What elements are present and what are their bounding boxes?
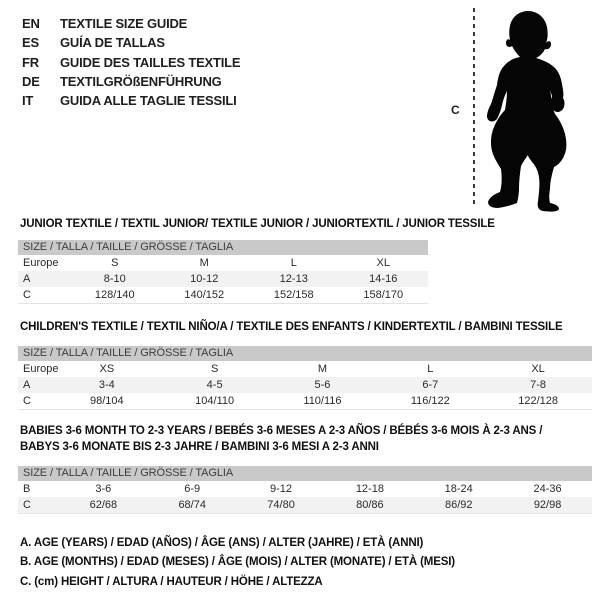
table-row-height bbox=[18, 287, 428, 303]
age-cell: 4-5 bbox=[206, 379, 223, 391]
age-cell: 7-8 bbox=[530, 379, 547, 391]
row-label: B bbox=[23, 483, 31, 495]
size-cell: S bbox=[111, 257, 119, 269]
row-label: Europe bbox=[23, 363, 59, 375]
size-cell: L bbox=[290, 257, 297, 269]
size-cell: L bbox=[427, 363, 434, 375]
age-cell: 9-12 bbox=[270, 483, 293, 495]
babies-title-line2: BABYS 3-6 MONATE BIS 2-3 JAHRE / BAMBINI 3-6 MESI A 2-3 ANNI bbox=[20, 441, 379, 453]
size-cell: XL bbox=[531, 363, 545, 375]
guide-title-de: TEXTILGRÖßENFÜHRUNG bbox=[60, 73, 222, 89]
height-measure-label: C bbox=[451, 103, 460, 117]
size-cell: M bbox=[199, 257, 209, 269]
age-cell: 24-36 bbox=[533, 483, 562, 495]
height-cell: 80/86 bbox=[356, 499, 384, 511]
row-label: A bbox=[23, 379, 31, 391]
table-row-age bbox=[18, 271, 428, 287]
age-cell: 5-6 bbox=[314, 379, 331, 391]
size-header-bar: SIZE / TALLA / TAILLE / GRÖSSE / TAGLIA bbox=[18, 346, 592, 361]
language-row-de bbox=[22, 72, 240, 91]
age-cell: 14-16 bbox=[369, 273, 398, 285]
table-row-age-months bbox=[18, 481, 592, 497]
height-cell: 98/104 bbox=[89, 395, 124, 407]
language-code: ES bbox=[22, 35, 39, 51]
language-row-en bbox=[22, 14, 240, 33]
row-label: A bbox=[23, 273, 31, 285]
age-cell: 12-18 bbox=[355, 483, 384, 495]
age-cell: 6-9 bbox=[184, 483, 201, 495]
babies-size-table bbox=[18, 466, 592, 514]
height-cell: 62/68 bbox=[89, 499, 118, 511]
row-label: C bbox=[23, 499, 31, 511]
language-code: DE bbox=[22, 73, 40, 89]
footnote-age-months: B. AGE (MONTHS) / EDAD (MESES) / ÂGE (MOIS) / ALTER (MONATE) / ETÀ (MESI) bbox=[20, 556, 455, 569]
height-cell: 110/116 bbox=[303, 395, 342, 407]
language-row-fr bbox=[22, 53, 240, 72]
height-cell: 140/152 bbox=[184, 289, 225, 301]
height-cell: 74/80 bbox=[267, 499, 295, 511]
guide-title-es: GUÍA DE TALLAS bbox=[60, 35, 165, 51]
size-header-bar: SIZE / TALLA / TAILLE / GRÖSSE / TAGLIA bbox=[18, 240, 428, 255]
children-size-table bbox=[18, 346, 592, 410]
table-row-height bbox=[18, 393, 592, 409]
language-code: IT bbox=[22, 93, 34, 109]
height-cell: 158/170 bbox=[363, 289, 404, 301]
guide-title-fr: GUIDE DES TAILLES TEXTILE bbox=[60, 54, 241, 70]
height-cell: 104/110 bbox=[195, 395, 235, 407]
row-label: Europe bbox=[23, 257, 59, 269]
table-row-age bbox=[18, 377, 592, 393]
height-cell: 92/98 bbox=[533, 499, 562, 511]
height-cell: 122/128 bbox=[518, 395, 558, 407]
age-cell: 10-12 bbox=[190, 273, 219, 285]
height-cell: 68/74 bbox=[178, 499, 206, 511]
language-row-es bbox=[22, 33, 240, 52]
language-code: EN bbox=[22, 16, 40, 31]
size-header-bar: SIZE / TALLA / TAILLE / GRÖSSE / TAGLIA bbox=[18, 466, 592, 481]
age-cell: 6-7 bbox=[422, 379, 439, 391]
toddler-silhouette-icon bbox=[480, 0, 600, 215]
children-section-title: CHILDREN'S TEXTILE / TEXTIL NIÑO/A / TEXTILE DES ENFANTS / KINDERTEXTIL / BAMBINI TESSILE bbox=[20, 321, 563, 333]
height-cell: 152/158 bbox=[273, 289, 314, 301]
language-title-list bbox=[22, 14, 240, 110]
language-code: FR bbox=[22, 54, 39, 70]
size-cell: S bbox=[211, 363, 219, 375]
height-measure-dashed-line bbox=[473, 8, 475, 206]
guide-title-en: TEXTILE SIZE GUIDE bbox=[60, 16, 188, 31]
junior-section-title: JUNIOR TEXTILE / TEXTIL JUNIOR/ TEXTILE JUNIOR / JUNIORTEXTIL / JUNIOR TESSILE bbox=[20, 218, 495, 230]
size-cell: XL bbox=[376, 257, 390, 269]
size-cell: XS bbox=[99, 363, 115, 375]
footnote-age-years: A. AGE (YEARS) / EDAD (AÑOS) / ÂGE (ANS) / ALTER (JAHRE) / ETÀ (ANNI) bbox=[20, 537, 424, 549]
table-row-height bbox=[18, 497, 592, 513]
age-cell: 12-13 bbox=[279, 273, 308, 285]
babies-title-line1: BABIES 3-6 MONTH TO 2-3 YEARS / BEBÉS 3-6 MESES A 2-3 AÑOS / BÉBÉS 3-6 MOIS À 2-3 ANS / bbox=[20, 425, 543, 437]
table-row-europe bbox=[18, 361, 592, 377]
footnote-height-cm: C. (cm) HEIGHT / ALTURA / HAUTEUR / HÖHE / ALTEZZA bbox=[20, 575, 323, 588]
junior-size-table bbox=[18, 240, 428, 304]
height-cell: 128/140 bbox=[94, 289, 135, 301]
age-cell: 3-6 bbox=[95, 483, 112, 495]
age-cell: 3-4 bbox=[98, 379, 115, 391]
height-cell: 86/92 bbox=[444, 499, 473, 511]
height-cell: 116/122 bbox=[410, 395, 450, 407]
table-row-europe bbox=[18, 255, 428, 271]
row-label: C bbox=[23, 289, 31, 301]
babies-section-title bbox=[20, 423, 542, 455]
legend-footnotes bbox=[20, 534, 455, 592]
age-cell: 8-10 bbox=[103, 273, 126, 285]
age-cell: 18-24 bbox=[444, 483, 473, 495]
row-label: C bbox=[23, 395, 31, 407]
language-row-it bbox=[22, 91, 240, 110]
guide-title-it: GUIDA ALLE TAGLIE TESSILI bbox=[60, 93, 237, 109]
size-cell: M bbox=[317, 363, 328, 375]
